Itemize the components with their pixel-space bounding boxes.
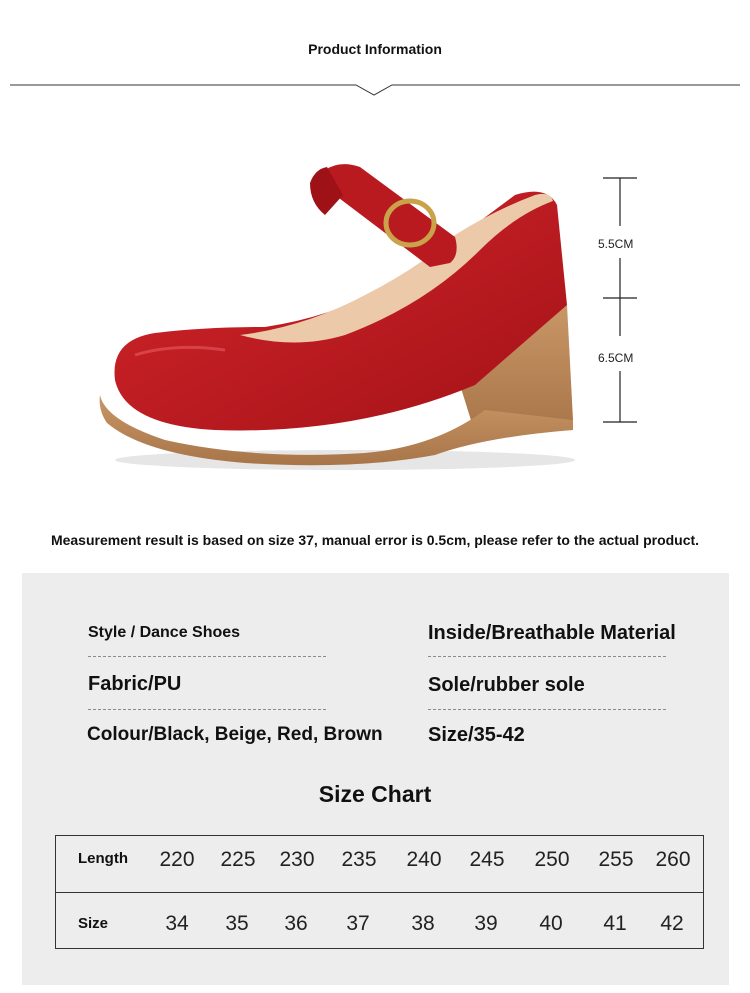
length-cell: 230	[279, 848, 315, 871]
shoe-image	[95, 155, 585, 485]
size-cell: 38	[411, 912, 435, 935]
spec-fabric: Fabric/PU	[88, 673, 182, 695]
size-cell: 37	[346, 912, 370, 935]
length-cell: 240	[406, 848, 442, 871]
size-cell: 42	[660, 912, 684, 935]
dimension-upper-label: 5.5CM	[598, 237, 634, 251]
dimension-lower-label: 6.5CM	[598, 351, 634, 365]
size-chart-title: Size Chart	[318, 781, 432, 807]
spec-divider	[88, 656, 326, 657]
spec-divider	[428, 656, 666, 657]
size-cell: 40	[539, 912, 563, 935]
spec-sole: Sole/rubber sole	[428, 674, 585, 696]
length-cell: 235	[341, 848, 377, 871]
length-cell: 260	[655, 848, 691, 871]
row-label-length: Length	[78, 850, 128, 867]
length-cell: 220	[159, 848, 195, 871]
table-divider	[56, 892, 703, 893]
size-cell: 39	[474, 912, 498, 935]
section-title: Product Information	[308, 41, 442, 57]
spec-inside: Inside/Breathable Material	[428, 622, 676, 644]
length-cell: 225	[220, 848, 256, 871]
spec-divider	[88, 709, 326, 710]
header-divider	[0, 78, 750, 98]
spec-colour: Colour/Black, Beige, Red, Brown	[87, 724, 383, 745]
spec-size: Size/35-42	[428, 724, 525, 746]
size-cell: 34	[165, 912, 189, 935]
length-cell: 250	[534, 848, 570, 871]
length-cell: 245	[469, 848, 505, 871]
spec-style: Style / Dance Shoes	[88, 624, 241, 641]
spec-divider	[428, 709, 666, 710]
size-chart-table	[55, 835, 704, 949]
size-cell: 35	[225, 912, 249, 935]
size-cell: 36	[284, 912, 308, 935]
measurement-note: Measurement result is based on size 37, manual error is 0.5cm, please refer to the actual product.	[50, 532, 700, 548]
length-cell: 255	[598, 848, 634, 871]
dimension-markers	[596, 176, 650, 424]
row-label-size: Size	[78, 915, 109, 932]
size-cell: 41	[603, 912, 627, 935]
